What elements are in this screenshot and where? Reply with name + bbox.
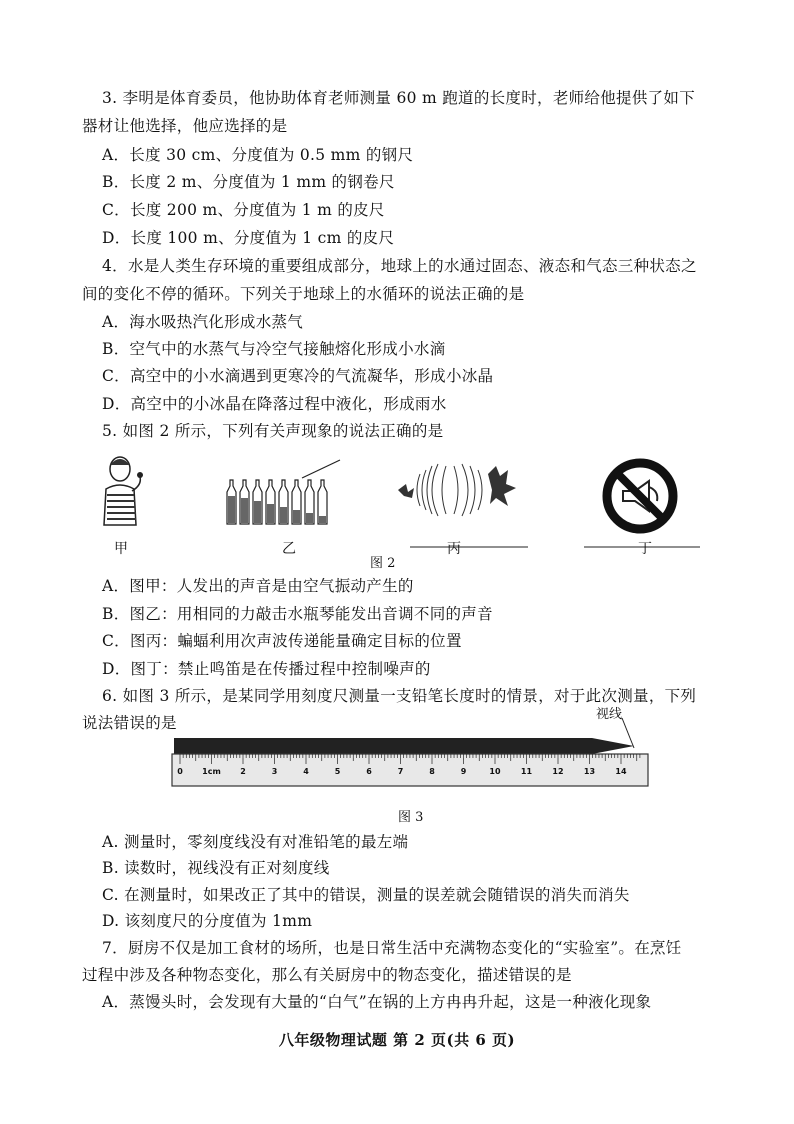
ruler-number: 5 xyxy=(334,767,341,776)
ruler-number: 3 xyxy=(271,767,278,776)
q4-option-c: C．高空中的小水滴遇到更寒冷的气流凝华，形成小冰晶 xyxy=(102,367,494,385)
q3-option-a: A．长度 30 cm、分度值为 0.5 mm 的钢尺 xyxy=(102,146,414,164)
figure-3-pencil-ruler-illustration xyxy=(172,718,654,788)
figure-2-ding-no-honking-sign-icon xyxy=(601,457,679,535)
q3-stem-line2: 器材让他选择，他应选择的是 xyxy=(82,117,288,135)
q7-stem-line1: 7．厨房不仅是加工食材的场所，也是日常生活中充满物态变化的“实验室”。在烹饪 xyxy=(102,939,682,957)
q6-stem-line1: 6. 如图 3 所示，是某同学用刻度尺测量一支铅笔长度时的情景，对于此次测量，下列 xyxy=(102,687,697,705)
q5-option-d: D．图丁：禁止鸣笛是在传播过程中控制噪声的 xyxy=(102,660,431,678)
ruler-number: 0 xyxy=(177,767,183,776)
q3-option-b: B．长度 2 m、分度值为 1 mm 的钢卷尺 xyxy=(102,173,395,191)
q6-option-c: C. 在测量时，如果改正了其中的错误，测量的误差就会随错误的消失而消失 xyxy=(102,886,630,904)
q5-option-a: A．图甲：人发出的声音是由空气振动产生的 xyxy=(102,577,414,595)
q4-option-b: B．空气中的水蒸气与冷空气接触熔化形成小水滴 xyxy=(102,340,446,358)
ruler-number: 8 xyxy=(429,767,435,776)
q6-option-d: D. 该刻度尺的分度值为 1mm xyxy=(102,912,313,930)
q5-option-c: C．图丙：蝙蝠利用次声波传递能量确定目标的位置 xyxy=(102,632,462,650)
figure-2-yi-water-bottles-illustration xyxy=(222,458,342,526)
ruler-number: 9 xyxy=(460,767,467,776)
ruler-number: 12 xyxy=(552,767,564,776)
ruler-number: 10 xyxy=(489,767,501,776)
ruler-number: 2 xyxy=(240,767,246,776)
q3-option-d: D．长度 100 m、分度值为 1 cm 的皮尺 xyxy=(102,229,395,247)
q7-stem-line2: 过程中涉及各种物态变化，那么有关厨房中的物态变化，描述错误的是 xyxy=(82,966,572,984)
figure-3-caption: 图 3 xyxy=(398,810,424,825)
q4-stem-line2: 间的变化不停的循环。下列关于地球上的水循环的说法正确的是 xyxy=(82,285,525,303)
figure-2-bing-bat-ultrasound-illustration xyxy=(396,460,522,522)
figure-2-label-bing: 丙 xyxy=(447,541,461,557)
ruler-number: 14 xyxy=(615,767,627,776)
q4-option-d: D．高空中的小冰晶在降落过程中液化，形成雨水 xyxy=(102,395,447,413)
figure-2-label-yi: 乙 xyxy=(282,541,296,557)
ruler-number: 1cm xyxy=(202,767,221,776)
q3-stem-line1: 3. 李明是体育委员，他协助体育老师测量 60 m 跑道的长度时，老师给他提供了如下 xyxy=(102,89,696,107)
ruler-number: 13 xyxy=(583,767,596,776)
q5-stem: 5. 如图 2 所示，下列有关声现象的说法正确的是 xyxy=(102,422,444,440)
figure-2-caption: 图 2 xyxy=(370,556,396,571)
ruler-number: 6 xyxy=(366,767,372,776)
q3-option-c: C．长度 200 m、分度值为 1 m 的皮尺 xyxy=(102,201,385,219)
q4-stem-line1: 4．水是人类生存环境的重要组成部分，地球上的水通过固态、液态和气态三种状态之 xyxy=(102,257,697,275)
page-footer: 八年级物理试题 第 2 页(共 6 页) xyxy=(278,1031,516,1049)
ruler-number: 11 xyxy=(520,767,533,776)
q6-option-a: A. 测量时，零刻度线没有对准铅笔的最左端 xyxy=(102,833,409,851)
ruler-number: 4 xyxy=(303,767,309,776)
sight-line-label: 视线 xyxy=(596,707,623,722)
q6-stem-line2: 说法错误的是 xyxy=(82,714,177,732)
q6-option-b: B. 读数时，视线没有正对刻度线 xyxy=(102,859,330,877)
figure-2-label-ding: 丁 xyxy=(638,541,652,557)
q4-option-a: A．海水吸热汽化形成水蒸气 xyxy=(102,313,304,331)
q5-option-b: B．图乙：用相同的力敲击水瓶琴能发出音调不同的声音 xyxy=(102,605,493,623)
q7-option-a: A．蒸馒头时，会发现有大量的“白气”在锅的上方冉冉升起，这是一种液化现象 xyxy=(102,993,652,1011)
figure-2-label-jia: 甲 xyxy=(114,541,128,557)
figure-2-jia-person-illustration xyxy=(96,455,152,527)
ruler-number: 7 xyxy=(397,767,404,776)
